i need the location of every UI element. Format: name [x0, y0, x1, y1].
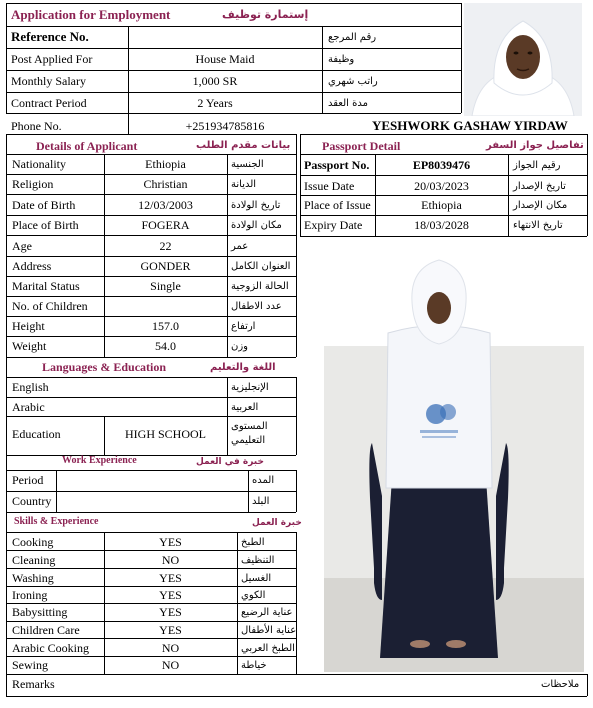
salary-label-arabic: راتب شهري: [328, 76, 378, 87]
passport-no-label: Passport No.: [304, 158, 370, 172]
height-label: Height: [12, 319, 45, 333]
full-body-photo: [302, 238, 586, 674]
babysitting-value: YES: [159, 605, 182, 619]
passport-section-title: Passport Detail: [322, 139, 401, 153]
expiry-date-label-arabic: تاريخ الانتهاء: [513, 220, 563, 231]
skills-section-title-arabic: خبرة العمل: [252, 518, 302, 528]
applicant-section-title: Details of Applicant: [36, 139, 138, 153]
washing-value: YES: [159, 571, 182, 585]
religion-label: Religion: [12, 177, 54, 191]
arabic-cooking-label-arabic: الطبخ العربي: [241, 643, 295, 654]
reference-label: Reference No.: [11, 29, 89, 44]
nationality-label-arabic: الجنسية: [231, 159, 264, 170]
phone-label: Phone No.: [11, 119, 62, 133]
pob-label: Place of Birth: [12, 218, 79, 232]
dob-label-arabic: تاريخ الولادة: [231, 200, 281, 211]
issue-date-value: 20/03/2023: [414, 179, 469, 193]
age-value: 22: [159, 239, 172, 253]
issue-date-label: Issue Date: [304, 179, 355, 193]
form-title-arabic: إستمارة توظيف: [222, 8, 309, 21]
cleaning-value: NO: [161, 553, 180, 567]
sewing-label-arabic: خياطة: [241, 660, 267, 671]
ironing-value: YES: [159, 588, 182, 602]
sewing-label: Sewing: [12, 658, 48, 672]
age-label-arabic: عمر: [231, 241, 249, 252]
weight-label-arabic: وزن: [231, 341, 249, 352]
skills-section-title: Skills & Experience: [14, 516, 99, 527]
address-label: Address: [12, 259, 52, 273]
babysitting-label-arabic: عناية الرضيع: [241, 607, 293, 618]
marital-label-arabic: الحالة الزوجية: [231, 281, 289, 292]
marital-value: Single: [150, 279, 181, 293]
period-label: Period: [12, 473, 44, 487]
children-label: No. of Children: [12, 299, 88, 313]
weight-label: Weight: [12, 339, 47, 353]
languages-section-title-arabic: اللغة والتعليم: [210, 362, 276, 373]
washing-label: Washing: [12, 571, 54, 585]
children-label-arabic: عدد الاطفال: [231, 301, 282, 312]
weight-value: 54.0: [155, 339, 176, 353]
religion-value: Christian: [143, 177, 188, 191]
applicant-section-title-arabic: بيانات مقدم الطلب: [196, 140, 291, 151]
languages-section-title: Languages & Education: [42, 360, 167, 374]
work-section-title-arabic: خبرة في العمل: [196, 457, 264, 467]
english-label: English: [12, 380, 49, 394]
place-issue-value: Ethiopia: [421, 198, 462, 212]
height-label-arabic: ارتفاع: [231, 321, 256, 332]
arabic-cooking-label: Arabic Cooking: [12, 641, 89, 655]
arabic-label: Arabic: [12, 400, 45, 414]
contract-value: 2 Years: [197, 96, 233, 110]
contract-label: Contract Period: [11, 96, 87, 110]
nationality-label: Nationality: [12, 157, 66, 171]
form-title: Application for Employment: [11, 7, 171, 22]
education-label-arabic-1: المستوى: [231, 421, 268, 432]
ironing-label: Ironing: [12, 588, 48, 602]
contract-label-arabic: مدة العقد: [328, 98, 368, 109]
english-label-arabic: الإنجليزية: [231, 382, 269, 393]
marital-label: Marital Status: [12, 279, 80, 293]
portrait-photo: [464, 3, 582, 116]
pob-label-arabic: مكان الولادة: [231, 220, 282, 231]
passport-section-title-arabic: تفاصيل جواز السفر: [486, 140, 584, 151]
expiry-date-label: Expiry Date: [304, 218, 363, 232]
remarks-label-arabic: ملاحظات: [541, 679, 580, 690]
age-label: Age: [12, 239, 32, 253]
cooking-value: YES: [159, 535, 182, 549]
pob-value: FOGERA: [141, 218, 190, 232]
address-label-arabic: العنوان الكامل: [231, 261, 291, 272]
arabic-label-arabic: العربية: [231, 402, 259, 413]
place-issue-label-arabic: مكان الإصدار: [513, 200, 568, 211]
applicant-name: YESHWORK GASHAW YIRDAW: [372, 118, 568, 133]
washing-label-arabic: الغسيل: [241, 573, 272, 584]
cooking-label: Cooking: [12, 535, 54, 549]
work-section-title: Work Experience: [62, 455, 137, 466]
salary-value: 1,000 SR: [192, 74, 238, 88]
country-label-arabic: البلد: [252, 496, 270, 507]
education-value: HIGH SCHOOL: [125, 427, 206, 441]
place-issue-label: Place of Issue: [304, 198, 371, 212]
passport-no-value: EP8039476: [412, 158, 471, 172]
cooking-label-arabic: الطبخ: [241, 537, 265, 548]
education-label: Education: [12, 427, 61, 441]
phone-value: +251934785816: [185, 119, 265, 133]
country-label: Country: [12, 494, 52, 508]
children-care-label-arabic: عناية الأطفال: [241, 625, 297, 636]
religion-label-arabic: الديانة: [231, 179, 257, 190]
post-label: Post Applied For: [11, 52, 93, 66]
salary-label: Monthly Salary: [11, 74, 86, 88]
dob-label: Date of Birth: [12, 198, 76, 212]
height-value: 157.0: [152, 319, 179, 333]
education-label-arabic-2: التعليمي: [231, 435, 266, 446]
dob-value: 12/03/2003: [138, 198, 193, 212]
reference-label-arabic: رقم المرجع: [328, 32, 377, 43]
nationality-value: Ethiopia: [145, 157, 186, 171]
period-label-arabic: المده: [252, 475, 275, 486]
post-value: House Maid: [195, 52, 255, 66]
issue-date-label-arabic: تاريخ الإصدار: [513, 181, 566, 192]
remarks-label: Remarks: [12, 677, 55, 691]
passport-no-label-arabic: رقيم الجواز: [513, 160, 561, 171]
expiry-date-value: 18/03/2028: [414, 218, 469, 232]
sewing-value: NO: [161, 658, 180, 672]
arabic-cooking-value: NO: [161, 641, 180, 655]
children-care-value: YES: [159, 623, 182, 637]
ironing-label-arabic: الكوي: [241, 590, 266, 601]
children-care-label: Children Care: [12, 623, 80, 637]
cleaning-label-arabic: التنظيف: [241, 555, 275, 566]
cleaning-label: Cleaning: [12, 553, 56, 567]
babysitting-label: Babysitting: [12, 605, 68, 619]
address-value: GONDER: [140, 259, 191, 273]
post-label-arabic: وظيفة: [328, 54, 355, 65]
